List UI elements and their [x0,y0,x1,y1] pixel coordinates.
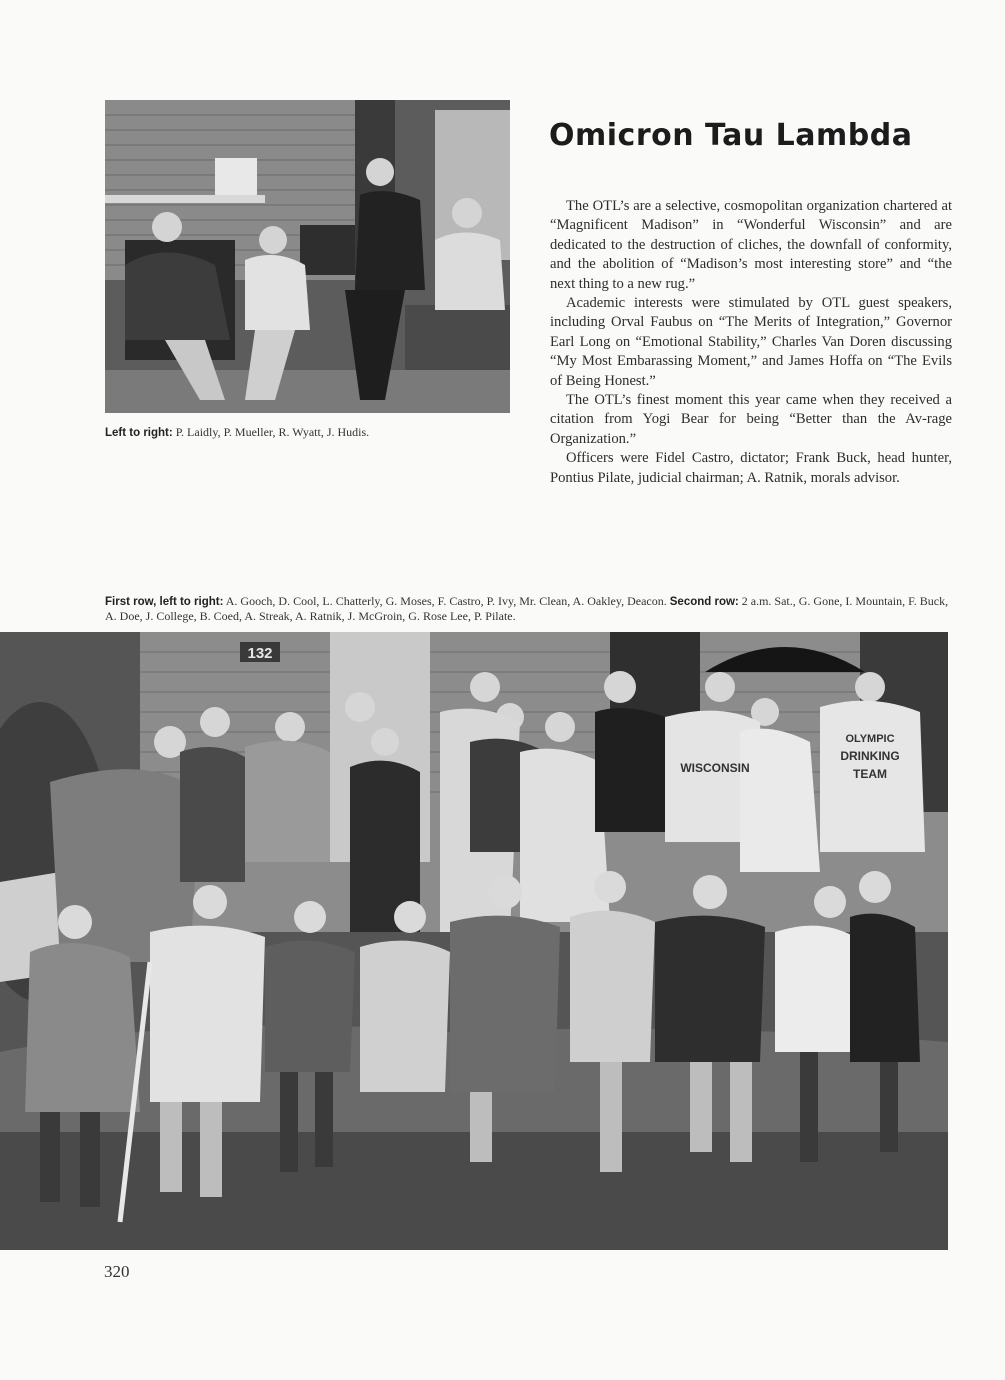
group-photo [0,632,948,1250]
caption-names: P. Laidly, P. Mueller, R. Wyatt, J. Hudis. [175,425,370,439]
shirt-text-right-2: DRINKING [840,749,900,763]
first-row-lead: First row, left to right: [105,596,224,608]
top-photo [105,100,510,413]
article-body [550,197,952,488]
paragraph-2: Academic interests were stimulated by OTL guest speakers, including Orval Faubus on “The Merits of Integration,” Governor Earl Long on “Emotional Stability,” Charles Van Doren discussing “My Most Embarassing Moment,” and James Hoffa on “The Evils of Being Honest.” [550,295,952,389]
shirt-text-left: WISCONSIN [680,761,750,775]
top-photo-caption [105,425,525,441]
house-number: 132 [247,645,273,662]
group-photo-caption [105,594,955,623]
paragraph-4: Officers were Fidel Castro, dictator; Frank Buck, head hunter, Pontius Pilate, judicial chairman; A. Ratnik, morals advisor. [550,450,952,486]
paragraph-3: The OTL’s finest moment this year came when they received a citation from Yogi Bear for being “Better than the Av-rage Organization.” [550,392,952,447]
page-number: 320 [104,1262,130,1281]
shirt-text-right-1: OLYMPIC [845,733,895,745]
second-row-names: 2 a.m. Sat., G. Gone, I. Mountain, F. Buck, A. Doe, J. College, B. Coed, A. Streak, A. Ratnik, J. McGroin, G. Rose Lee, P. Pilate. [105,594,949,623]
second-row-lead: Second row: [669,596,739,608]
page-title: Omicron Tau Lambda [549,118,913,153]
caption-lead: Left to right: [105,427,173,439]
shirt-text-right-3: TEAM [853,767,887,781]
paragraph-1: The OTL’s are a selective, cosmopolitan organization chartered at “Magnificent Madison” in “Wonderful Wisconsin” and are dedicated to the destruction of cliches, the downfall of conformity, and the abolition of “Madison’s most interesting store” and “the next thing to a new rug.” [550,198,952,292]
first-row-names: A. Gooch, D. Cool, L. Chatterly, G. Moses, F. Castro, P. Ivy, Mr. Clean, A. Oakley, Deacon. [225,594,667,608]
